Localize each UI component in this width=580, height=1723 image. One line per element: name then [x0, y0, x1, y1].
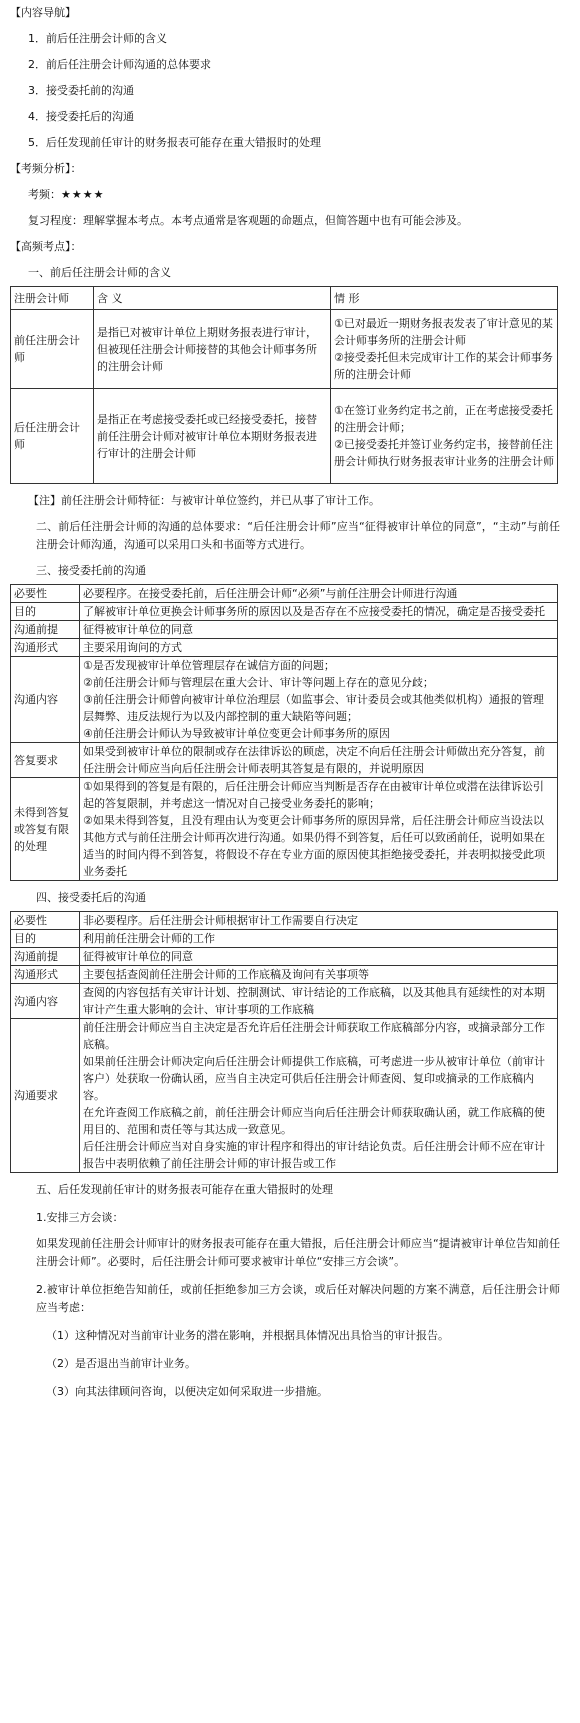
section-3-title: 三、接受委托前的沟通	[36, 564, 146, 577]
section-5-1-text: 如果发现前任注册会计师审计的财务报表可能存在重大错报，后任注册会计师应当“提请被审计单位告知前任注册会计师”。必要时，后任注册会计师可要求被审计单位“安排三方会谈”。	[36, 1237, 560, 1268]
case-item: ②接受委托但未完成审计工作的某会计师事务所的注册会计师	[334, 351, 553, 381]
row-text: 在允许查阅工作底稿之前，前任注册会计师应当向后任注册会计师获取确认函，就工作底稿的使用目的、范围和责任等与其达成一致意见。	[83, 1106, 545, 1136]
table-row	[11, 966, 558, 984]
row-value	[80, 585, 558, 603]
row-text: ④前任注册会计师认为导致被审计单位变更会计师事务所的原因	[83, 727, 390, 740]
section-5-2-text: 2.被审计单位拒绝告知前任，或前任拒绝参加三方会谈，或后任对解决问题的方案不满意，后任注册会计师应当考虑：	[36, 1283, 560, 1314]
table-cell: 前任注册会计师	[11, 310, 94, 389]
table-definitions	[10, 286, 558, 484]
case-item: ①已对最近一期财务报表发表了审计意见的某会计师事务所的注册会计师	[334, 317, 553, 347]
points-heading: 【高频考点】：	[10, 240, 82, 253]
row-text: 前任注册会计师应当自主决定是否允许后任注册会计师获取工作底稿部分内容，或摘录部分工作底稿。	[83, 1021, 545, 1051]
row-label: 沟通形式	[11, 639, 80, 657]
row-label: 未得到答复或答复有限的处理	[11, 778, 80, 881]
table-cell	[331, 389, 558, 484]
row-label: 答复要求	[11, 743, 80, 778]
frequency-label: 考频：	[28, 188, 61, 201]
table-row	[11, 389, 558, 484]
row-value	[80, 930, 558, 948]
nav-item: 2．前后任注册会计师沟通的总体要求	[28, 58, 211, 71]
table-row	[11, 778, 558, 881]
row-value	[80, 948, 558, 966]
table-header: 含 义	[94, 287, 331, 310]
table-row	[11, 930, 558, 948]
row-text: 征得被审计单位的同意	[83, 623, 193, 636]
row-text: 利用前任注册会计师的工作	[83, 932, 215, 945]
consideration-item: （1）这种情况对当前审计业务的潜在影响，并根据具体情况出具恰当的审计报告。	[46, 1329, 449, 1342]
row-text: 查阅的内容包括有关审计计划、控制测试、审计结论的工作底稿，以及其他具有延续性的对本期审计产生重大影响的会计、审计事项的工作底稿	[83, 986, 545, 1016]
row-text: 主要包括查阅前任注册会计师的工作底稿及询问有关事项等	[83, 968, 369, 981]
table-cell: 是指正在考虑接受委托或已经接受委托，接替前任注册会计师对被审计单位本期财务报表进行审计的注册会计师	[94, 389, 331, 484]
table-row	[11, 657, 558, 743]
table-row	[11, 639, 558, 657]
table-before-acceptance	[10, 584, 558, 881]
row-label: 沟通前提	[11, 948, 80, 966]
row-text: ②前任注册会计师与管理层在重大会计、审计等问题上存在的意见分歧；	[83, 676, 434, 689]
consideration-item: （2）是否退出当前审计业务。	[46, 1357, 196, 1370]
table-header: 情 形	[331, 287, 558, 310]
row-value	[80, 912, 558, 930]
row-value	[80, 984, 558, 1019]
section-1-title: 一、前后任注册会计师的含义	[28, 266, 171, 279]
row-text: 非必要程序。后任注册会计师根据审计工作需要自行决定	[83, 914, 358, 927]
table-row	[11, 621, 558, 639]
row-label: 沟通要求	[11, 1019, 80, 1173]
row-label: 沟通内容	[11, 984, 80, 1019]
row-text: ③前任注册会计师曾向被审计单位治理层（如监事会、审计委员会或其他类似机构）通报的管理层舞弊、违反法规行为以及内部控制的重大缺陷等问题；	[83, 693, 544, 723]
row-label: 目的	[11, 603, 80, 621]
row-text: 如果前任注册会计师决定向后任注册会计师提供工作底稿，可考虑进一步从被审计单位（前审计客户）处获取一份确认函，应当自主决定可供后任注册会计师查阅、复印或摘录的工作底稿内容。	[83, 1055, 545, 1102]
section-5-title: 五、后任发现前任审计的财务报表可能存在重大错报时的处理	[36, 1183, 333, 1196]
row-text: ①是否发现被审计单位管理层存在诚信方面的问题；	[83, 659, 335, 672]
nav-heading: 【内容导航】	[10, 6, 76, 19]
nav-item: 1．前后任注册会计师的含义	[28, 32, 167, 45]
nav-item: 5．后任发现前任审计的财务报表可能存在重大错报时的处理	[28, 136, 321, 149]
table-after-acceptance	[10, 911, 558, 1173]
table-row	[11, 310, 558, 389]
review-level: 复习程度：理解掌握本考点。本考点通常是客观题的命题点，但简答题中也有可能会涉及。	[28, 214, 468, 227]
table-row	[11, 912, 558, 930]
row-label: 目的	[11, 930, 80, 948]
row-label: 沟通前提	[11, 621, 80, 639]
row-label: 必要性	[11, 585, 80, 603]
nav-item: 3．接受委托前的沟通	[28, 84, 134, 97]
frequency-stars: ★★★★	[61, 188, 105, 201]
row-text: 主要采用询问的方式	[83, 641, 182, 654]
row-text: ②如果未得到答复，且没有理由认为变更会计师事务所的原因异常，后任注册会计师应当设法以其他方式与前任注册会计师再次进行沟通。如果仍得不到答复，后任可以致函前任，说明如果在适当的时间内得不到答复，将假设不存在专业方面的原因使其拒绝接受委托，并表明拟接受此项业务委托	[83, 814, 545, 878]
table-cell: 是指已对被审计单位上期财务报表进行审计，但被现任注册会计师接替的其他会计师事务所的注册会计师	[94, 310, 331, 389]
frequency-line	[10, 186, 570, 204]
row-value	[80, 603, 558, 621]
table-row	[11, 743, 558, 778]
table-row	[11, 948, 558, 966]
note: 【注】前任注册会计师特征：与被审计单位签约，并已从事了审计工作。	[28, 494, 380, 507]
analysis-heading: 【考频分析】：	[10, 162, 82, 175]
row-text: 征得被审计单位的同意	[83, 950, 193, 963]
row-text: 了解被审计单位更换会计师事务所的原因以及是否存在不应接受委托的情况，确定是否接受委托	[83, 605, 545, 618]
case-item: ①在签订业务约定书之前，正在考虑接受委托的注册会计师；	[334, 404, 553, 434]
row-value	[80, 657, 558, 743]
row-value	[80, 966, 558, 984]
table-row	[11, 585, 558, 603]
row-value	[80, 639, 558, 657]
section-5-1-title: 1.安排三方会谈：	[36, 1211, 124, 1224]
table-header: 注册会计师	[11, 287, 94, 310]
document	[10, 0, 570, 1401]
row-value	[80, 778, 558, 881]
row-value	[80, 1019, 558, 1173]
row-value	[80, 621, 558, 639]
table-row	[11, 1019, 558, 1173]
consideration-item: （3）向其法律顾问咨询，以便决定如何采取进一步措施。	[46, 1385, 328, 1398]
row-text: 后任注册会计师应当对自身实施的审计程序和得出的审计结论负责。后任注册会计师不应在审计报告中表明依赖了前任注册会计师的审计报告或工作	[83, 1140, 545, 1170]
table-row	[11, 603, 558, 621]
table-cell	[331, 310, 558, 389]
table-cell: 后任注册会计师	[11, 389, 94, 484]
section-2-text: 二、前后任注册会计师的沟通的总体要求：“后任注册会计师”应当“征得被审计单位的同意”，“主动”与前任注册会计师沟通，沟通可以采用口头和书面等方式进行。	[36, 520, 560, 551]
row-text: ①如果得到的答复是有限的，后任注册会计师应当判断是否存在由被审计单位或潜在法律诉讼引起的答复限制，并考虑这一情况对自己接受业务委托的影响；	[83, 780, 544, 810]
row-label: 沟通内容	[11, 657, 80, 743]
section-4-title: 四、接受委托后的沟通	[36, 891, 146, 904]
row-label: 必要性	[11, 912, 80, 930]
row-text: 必要程序。在接受委托前，后任注册会计师“必须”与前任注册会计师进行沟通	[83, 587, 458, 600]
row-value	[80, 743, 558, 778]
row-text: 如果受到被审计单位的限制或存在法律诉讼的顾虑，决定不向后任注册会计师做出充分答复，前任注册会计师应当向后任注册会计师表明其答复是有限的，并说明原因	[83, 745, 545, 775]
case-item: ②已接受委托并签订业务约定书，接替前任注册会计师执行财务报表审计业务的注册会计师	[334, 438, 554, 468]
table-row	[11, 984, 558, 1019]
row-label: 沟通形式	[11, 966, 80, 984]
nav-item: 4．接受委托后的沟通	[28, 110, 134, 123]
